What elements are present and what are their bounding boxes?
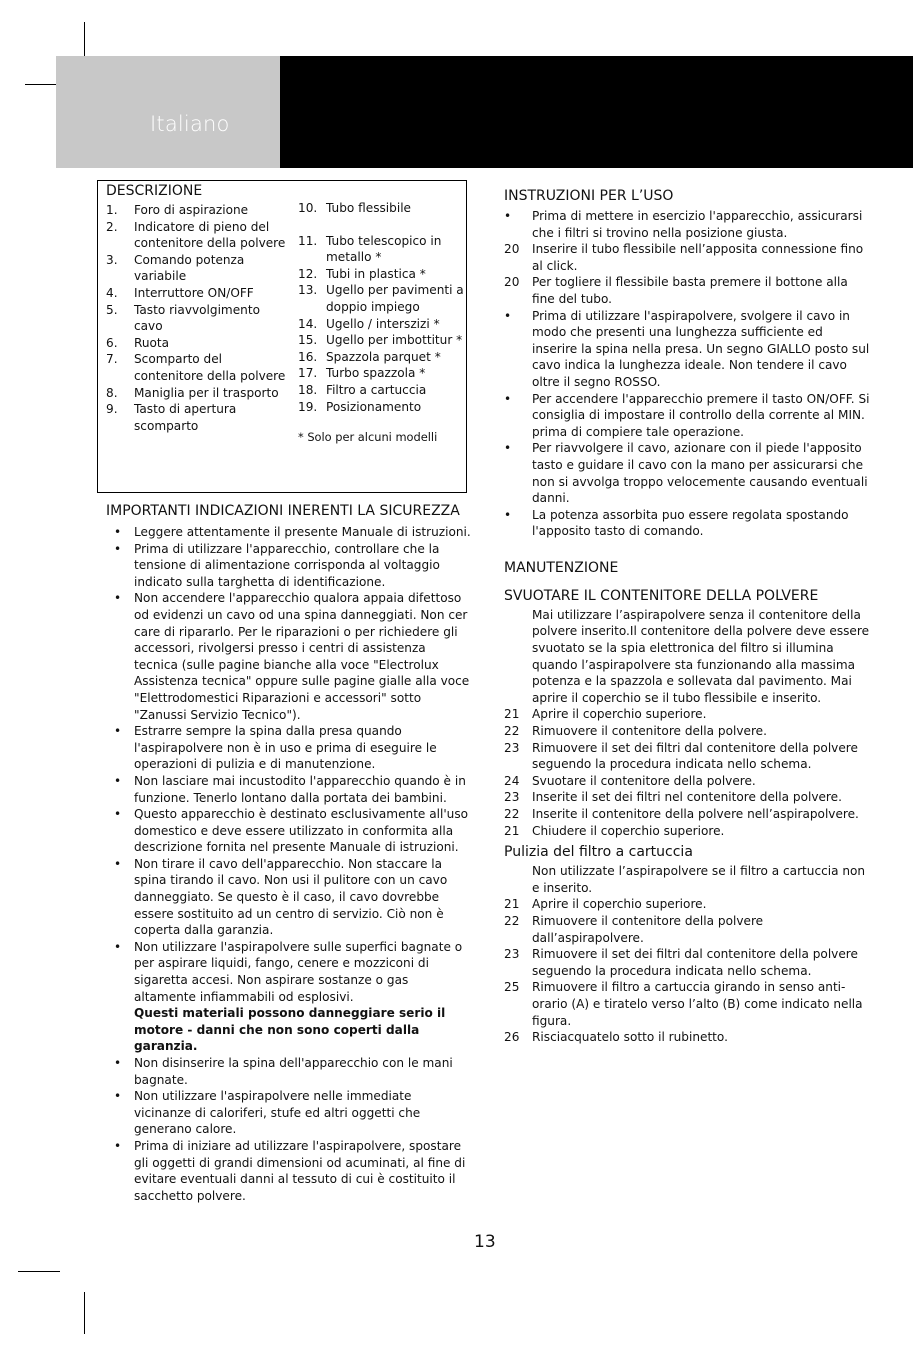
item-text: Tubo flessibile <box>326 201 411 215</box>
item-number: 18. <box>298 382 318 397</box>
item-number: 4. <box>106 285 118 300</box>
item-number: 5. <box>106 302 118 317</box>
sicurezza-item <box>106 524 472 541</box>
descrizione-item <box>298 233 466 266</box>
item-number: 21 <box>504 823 520 838</box>
item-text: Turbo spazzola * <box>326 366 426 381</box>
item-text: Filtro a cartuccia <box>326 382 427 397</box>
item-number: 8. <box>106 385 118 400</box>
pulizia-step <box>504 913 870 946</box>
item-text: Inserite il contenitore della polvere nell’aspirapolvere. <box>532 807 859 821</box>
sicurezza-item <box>106 856 472 939</box>
item-text: Rimuovere il filtro a cartuccia girando in senso anti-orario (A) e tiratelo verso l’alto (B) come indicato nella figura. <box>532 980 863 1028</box>
bullet-marker: • <box>114 939 122 954</box>
istruzioni-item <box>504 507 870 540</box>
item-text: Inserite il set dei filtri nel contenitore della polvere. <box>532 790 842 805</box>
pulizia-step <box>504 946 870 979</box>
item-text: Non accendere l'apparecchio qualora appaia difettoso od evidenzi un cavo od una spina danneggiati. Non cer care di ripararlo. Per le riparazioni o per richiedere gli accessori, rivolgersi presso i centri di assistenza tecnica (sulle pagine bianche alla voce "Electrolux Assistenza tecnica" oppure sulle pagine gialle alla voce "Elettrodomestici Riparazioni e accessori" sotto "Zanussi Servizio Tecnico"). <box>134 591 470 722</box>
descrizione-item <box>298 349 466 366</box>
item-text: Rimuovere il set dei filtri dal contenitore della polvere seguendo la procedura indicata nello schema. <box>532 947 858 978</box>
istruzioni-item <box>504 208 870 241</box>
svuotare-step <box>504 773 870 790</box>
sicurezza-list-after <box>106 1055 472 1204</box>
item-text: Ugello per imbottitur * <box>326 333 463 348</box>
svuotare-steps <box>504 706 870 839</box>
item-number: 3. <box>106 252 118 267</box>
descrizione-item <box>298 200 466 217</box>
sicurezza-list <box>106 524 472 1005</box>
item-text: Prima di utilizzare l'apparecchio, controllare che la tensione di alimentazione corrisponda al voltaggio indicato sulla targhetta di identificazione. <box>134 541 440 589</box>
item-number: 22 <box>504 807 520 821</box>
sicurezza-item <box>106 806 472 856</box>
istruzioni-item <box>504 440 870 506</box>
item-number: 20 <box>504 275 520 290</box>
bullet-marker: • <box>114 1138 122 1153</box>
item-text: Tasto riavvolgimento cavo <box>134 302 260 334</box>
svuotare-step <box>504 723 870 740</box>
descrizione-item <box>298 266 466 283</box>
item-number: 2. <box>106 219 118 234</box>
item-text: Leggere attentamente il presente Manuale di istruzioni. <box>134 525 471 539</box>
svuotare-step <box>504 823 870 840</box>
item-number: 11. <box>298 233 318 248</box>
item-number: 9. <box>106 402 118 417</box>
item-number: 1. <box>106 203 118 217</box>
svuotare-step <box>504 789 870 806</box>
bullet-marker: • <box>114 591 122 606</box>
item-text: Risciacquatelo sotto il rubinetto. <box>532 1030 728 1045</box>
item-text: Non utilizzare l'aspirapolvere nelle immediate vicinanze di caloriferi, stufe ed altri oggetti che generano calore. <box>134 1089 421 1137</box>
sicurezza-warning: Questi materiali possono danneggiare serio il motore - danni che non sono coperti dalla garanzia. <box>134 1006 446 1054</box>
item-text: Indicatore di pieno del contenitore della polvere <box>134 219 286 251</box>
item-text: Per togliere il flessibile basta premere il bottone alla fine del tubo. <box>532 275 848 306</box>
bullet-marker: • <box>114 724 122 739</box>
bullet-marker: • <box>114 1056 122 1070</box>
pulizia-steps <box>504 896 870 1045</box>
istruzioni-title: INSTRUZIONI PER L’USO <box>504 188 674 204</box>
item-text: Comando potenza variabile <box>134 252 245 284</box>
istruzioni-item <box>504 241 870 274</box>
item-text: Posizionamento <box>326 399 422 414</box>
sicurezza-item <box>106 939 472 1005</box>
descrizione-left-list <box>106 202 286 434</box>
sicurezza-item <box>106 1055 472 1088</box>
pulizia-title: Pulizia del filtro a cartuccia <box>504 844 693 861</box>
crop-mark-bottom-vertical <box>84 1292 85 1334</box>
crop-mark-bottom-horizontal <box>18 1271 60 1272</box>
descrizione-note: * Solo per alcuni modelli <box>298 430 438 445</box>
item-text: Prima di iniziare ad utilizzare l'aspirapolvere, spostare gli oggetti di grandi dimensioni od acuminati, al fine di evitare eventuali danni al tessuto di cui è costituito il sacchetto polvere. <box>134 1138 466 1203</box>
descrizione-item <box>298 399 466 416</box>
item-number: 20 <box>504 242 520 257</box>
istruzioni-list <box>504 208 870 540</box>
item-number: 12. <box>298 266 318 281</box>
item-text: Ugello per pavimenti a doppio impiego <box>326 283 464 314</box>
language-title: Italiano <box>150 112 230 136</box>
header-black-band <box>280 56 913 168</box>
item-text: Foro di aspirazione <box>134 203 249 217</box>
item-text: Chiudere il coperchio superiore. <box>532 823 725 838</box>
bullet-marker: • <box>504 391 512 406</box>
item-number: 21 <box>504 897 520 912</box>
istruzioni-item <box>504 274 870 307</box>
descrizione-item <box>106 302 286 335</box>
bullet-marker: • <box>114 1089 122 1104</box>
item-text: Rimuovere il contenitore della polvere dall’aspirapolvere. <box>532 913 764 945</box>
item-number: 10. <box>298 201 318 215</box>
item-text: Tubo telescopico in metallo * <box>326 233 442 265</box>
item-number: 6. <box>106 335 118 350</box>
svuotare-step <box>504 706 870 723</box>
descrizione-item <box>106 202 286 219</box>
item-number: 17. <box>298 366 318 381</box>
item-text: Aprire il coperchio superiore. <box>532 897 707 912</box>
bullet-marker: • <box>504 441 512 456</box>
sicurezza-item <box>106 590 472 723</box>
bullet-marker: • <box>114 525 122 539</box>
descrizione-item <box>106 219 286 252</box>
istruzioni-item <box>504 391 870 441</box>
svuotare-step <box>504 806 870 823</box>
item-text: Prima di mettere in esercizio l'apparecchio, assicurarsi che i filtri si trovino nella posizione giusta. <box>532 209 863 240</box>
descrizione-title: DESCRIZIONE <box>106 183 203 199</box>
sicurezza-item <box>106 773 472 806</box>
item-text: Tasto di apertura scomparto <box>134 402 237 433</box>
item-number: 23 <box>504 740 520 755</box>
descrizione-left <box>106 182 286 434</box>
item-text: Non lasciare mai incustodito l'apparecchio quando è in funzione. Tenerlo lontano dalla portata dei bambini. <box>134 773 466 805</box>
item-number: 14. <box>298 316 318 331</box>
item-text: Per accendere l'apparecchio premere il tasto ON/OFF. Si consiglia di impostare il controllo della corrente al MIN. prima di compiere tale operazione. <box>532 391 870 439</box>
item-number: 26 <box>504 1030 520 1045</box>
pulizia-step <box>504 1029 870 1046</box>
descrizione-item <box>298 332 466 349</box>
item-text: Ruota <box>134 335 170 350</box>
descrizione-item <box>106 385 286 402</box>
sicurezza-item <box>106 541 472 591</box>
item-number: 22 <box>504 724 520 739</box>
item-number: 23 <box>504 790 520 805</box>
istruzioni-section <box>504 187 870 1046</box>
descrizione-right-list <box>298 200 466 415</box>
descrizione-item <box>298 282 466 315</box>
descrizione-item <box>106 252 286 285</box>
item-text: Maniglia per il trasporto <box>134 385 279 400</box>
bullet-marker: • <box>504 209 512 223</box>
bullet-marker: • <box>114 541 122 556</box>
descrizione-item <box>298 382 466 399</box>
item-text: Svuotare il contenitore della polvere. <box>532 773 756 788</box>
sicurezza-section <box>106 502 472 1204</box>
item-text: Prima di utilizzare l'aspirapolvere, svolgere il cavo in modo che presenti una lunghezza sufficiente ed inserire la spina nella presa. Un segno GIALLO posto sul cavo indica la lunghezza ideale. Non tendere il cavo oltre il segno ROSSO. <box>532 308 870 389</box>
pulizia-intro: Non utilizzate l’aspirapolvere se il filtro a cartuccia non e inserito. <box>532 864 866 895</box>
item-text: Per riavvolgere il cavo, azionare con il piede l'apposito tasto e guidare il cavo con la mano per assicurarsi che non si avvolga troppo velocemente causando eventuali danni. <box>532 441 868 506</box>
item-number: 25 <box>504 980 520 995</box>
svuotare-step <box>504 740 870 773</box>
page-number: 13 <box>474 1232 496 1252</box>
descrizione-item <box>298 316 466 333</box>
bullet-marker: • <box>114 807 122 822</box>
item-text: Scomparto del contenitore della polvere <box>134 352 286 383</box>
svuotare-title: SVUOTARE IL CONTENITORE DELLA POLVERE <box>504 587 819 604</box>
bullet-marker: • <box>504 308 512 323</box>
pulizia-step <box>504 979 870 1029</box>
manutenzione-title: MANUTENZIONE <box>504 559 619 576</box>
bullet-marker: • <box>114 856 122 871</box>
item-text: Non disinserire la spina dell'apparecchio con le mani bagnate. <box>134 1056 453 1087</box>
item-number: 19. <box>298 399 318 414</box>
item-text: Questo apparecchio è destinato esclusivamente all'uso domestico e deve essere utilizzato in conformita alla descrizione fornita nel presente Manuale di istruzioni. <box>134 807 469 855</box>
item-number: 23 <box>504 947 520 962</box>
item-number: 21 <box>504 707 520 722</box>
item-text: La potenza assorbita puo essere regolata spostando l'apposito tasto di comando. <box>532 507 849 539</box>
sicurezza-item <box>106 723 472 773</box>
item-text: Inserire il tubo flessibile nell’apposita connessione fino al click. <box>532 242 864 273</box>
item-number: 24 <box>504 773 520 788</box>
descrizione-right <box>298 200 466 446</box>
item-text: Non utilizzare l'aspirapolvere sulle superfici bagnate o per aspirare liquidi, fango, cenere e mozziconi di sigaretta accesi. Non aspirare sostanze o gas altamente infiammabili od esplosivi. <box>134 939 463 1004</box>
item-text: Ugello / interszizi * <box>326 316 440 331</box>
descrizione-item <box>106 401 286 434</box>
bullet-marker: • <box>504 507 512 522</box>
bullet-marker: • <box>114 773 122 788</box>
item-text: Spazzola parquet * <box>326 349 441 364</box>
pulizia-step <box>504 896 870 913</box>
descrizione-item <box>106 335 286 352</box>
item-text: Rimuovere il contenitore della polvere. <box>532 724 767 739</box>
sicurezza-item <box>106 1088 472 1138</box>
descrizione-item <box>298 365 466 382</box>
item-text: Estrarre sempre la spina dalla presa quando l'aspirapolvere non è in uso e prima di eseguire le operazioni di pulizia e di manutenzione. <box>134 724 437 772</box>
item-text: Rimuovere il set dei filtri dal contenitore della polvere seguendo la procedura indicata nello schema. <box>532 740 858 772</box>
item-text: Interruttore ON/OFF <box>134 285 254 300</box>
item-number: 13. <box>298 283 318 298</box>
descrizione-item <box>106 351 286 384</box>
sicurezza-title: IMPORTANTI INDICAZIONI INERENTI LA SICUREZZA <box>106 503 460 519</box>
item-number: 22 <box>504 913 520 928</box>
item-number: 16. <box>298 349 318 364</box>
svuotare-intro: Mai utilizzare l’aspirapolvere senza il contenitore della polvere inserito.Il contenitore della polvere deve essere svuotato se la spia elettronica del filtro si illumina quando l’aspirapolvere sta funzionando alla massima potenza e la spazzola e sollevata dal pavimento. Mai aprire il coperchio se il tubo flessibile e inserito. <box>532 607 870 705</box>
descrizione-item <box>106 285 286 302</box>
item-number: 15. <box>298 333 318 348</box>
item-text: Aprire il coperchio superiore. <box>532 707 707 722</box>
item-number: 7. <box>106 352 118 367</box>
sicurezza-item <box>106 1138 472 1204</box>
item-text: Tubi in plastica * <box>326 266 426 281</box>
istruzioni-item <box>504 308 870 391</box>
item-text: Non tirare il cavo dell'apparecchio. Non staccare la spina tirando il cavo. Non usi il pulitore con un cavo danneggiato. Se questo è il caso, il cavo dovrebbe essere sostituito ad un centro di servizio. Ciò non è coperta dalla garanzia. <box>134 856 448 938</box>
